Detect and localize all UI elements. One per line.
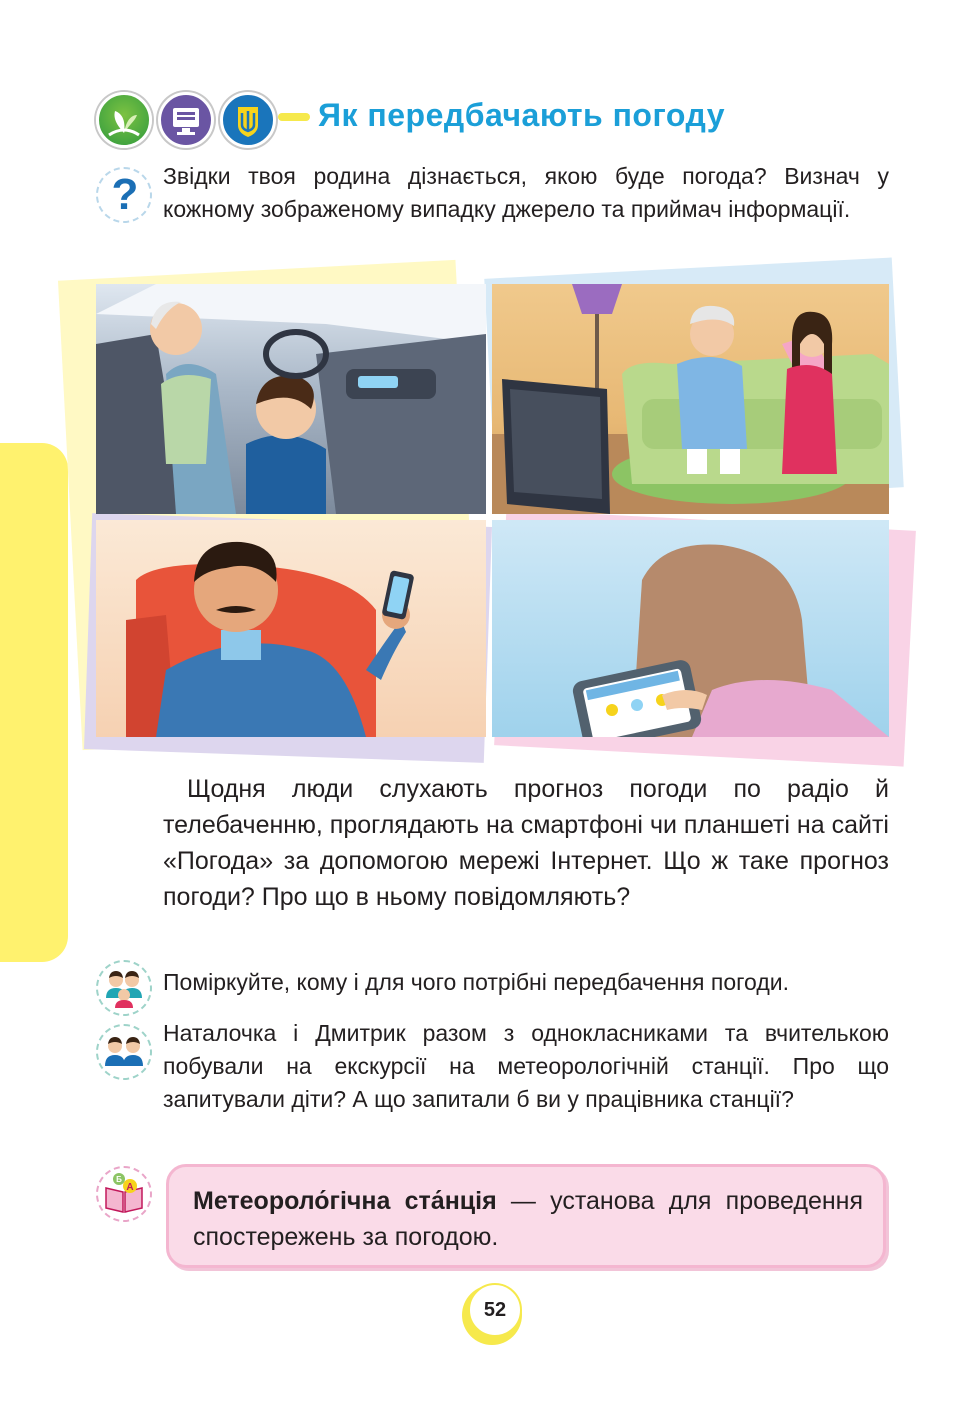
svg-text:Б: Б [116, 1175, 122, 1184]
question-marker [96, 167, 152, 223]
page-title: Як передбачають погоду [318, 97, 725, 133]
tv-illustration [492, 284, 889, 514]
svg-text:А: А [126, 1182, 134, 1193]
main-paragraph: Щодня люди слухають прогноз погоди по радіо й телебаченню, проглядають на смартфоні чи планшеті на сайті «Погода» за допомогою мережі Інтернет. Що ж таке прогноз погоди? Про що в ньому повідомляють? [163, 775, 889, 911]
group-work-icon [96, 1024, 152, 1080]
excursion-text: Наталочка і Дмитрик разом з однокласниками та вчителькою побували на екскурсії на метеорологічній станції. Про що запитували діти? А що запитали б ви у працівника станції? [163, 1020, 889, 1112]
pair-work-icon [96, 960, 152, 1016]
question-icon: ? [111, 170, 139, 219]
car-radio-illustration [96, 284, 486, 514]
page-number-badge [462, 1285, 524, 1347]
header-bar [278, 113, 310, 121]
tablet-illustration [492, 520, 889, 737]
definition-text [193, 1183, 863, 1255]
eco-icon [96, 92, 152, 148]
dictionary-icon [96, 1166, 152, 1222]
discussion-text: Поміркуйте, кому і для чого потрібні передбачення погоди. [163, 969, 789, 995]
ukraine-emblem-icon [220, 92, 276, 148]
question-text: Звідки твоя родина дізнається, якою буде погода? Визнач у кожному зображеному випадку джерело та приймач інформації. [163, 163, 889, 222]
side-tab [0, 443, 68, 962]
smartphone-illustration [96, 520, 486, 737]
definition-body: — установа для проведення спостережень за погодою. [193, 1187, 863, 1251]
definition-term: Метеороло́гічна ста́нція [193, 1187, 497, 1215]
computer-icon [158, 92, 214, 148]
page-number: 52 [483, 1299, 507, 1321]
definition-box [166, 1164, 886, 1268]
